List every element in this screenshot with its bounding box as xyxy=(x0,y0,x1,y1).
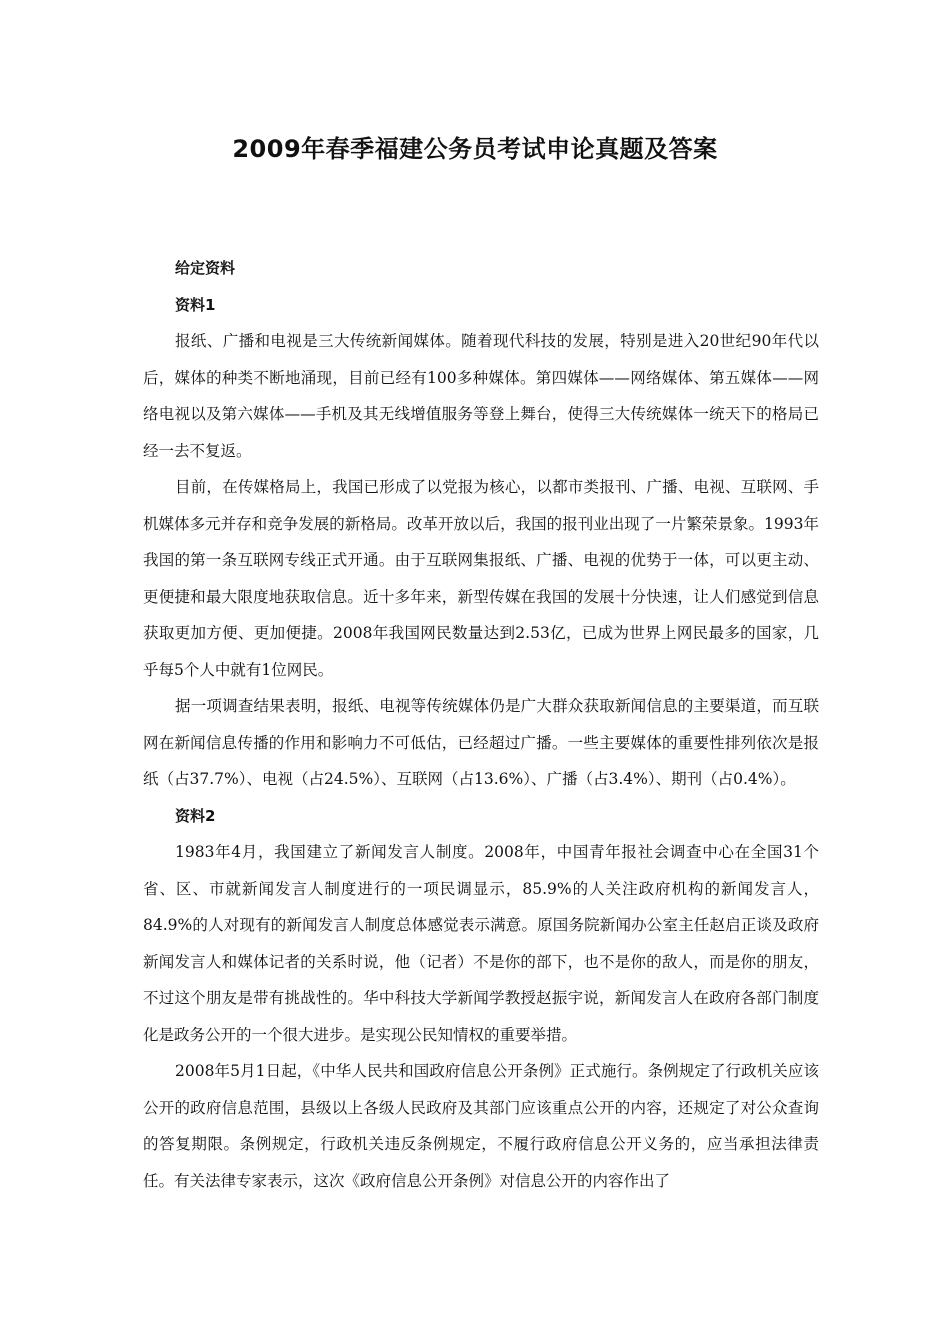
material1-paragraph-3: 据一项调查结果表明，报纸、电视等传统媒体仍是广大群众获取新闻信息的主要渠道，而互联网在新闻信息传播的作用和影响力不可低估，已经超过广播。一些主要媒体的重要性排列依次是报纸（占37.7%）、电视（占24.5%）、互联网（占13.6%）、广播（占3.4%）、期刊（占0.4%）。 xyxy=(143,697,819,788)
material1-paragraph-2: 目前，在传媒格局上，我国已形成了以党报为核心，以都市类报刊、广播、电视、互联网、手机媒体多元并存和竞争发展的新格局。改革开放以后，我国的报刊业出现了一片繁荣景象。1993年我国的第一条互联网专线正式开通。由于互联网集报纸、广播、电视的优势于一体，可以更主动、更便捷和最大限度地获取信息。近十多年来，新型传媒在我国的发展十分快速，让人们感觉到信息获取更加方便、更加便捷。2008年我国网民数量达到2.53亿，已成为世界上网民最多的国家，几乎每5个人中就有1位网民。 xyxy=(143,478,819,679)
section-heading: 给定资料 xyxy=(175,259,236,277)
material2-paragraph-2: 2008年5月1日起，《中华人民共和国政府信息公开条例》正式施行。条例规定了行政机关应该公开的政府信息范围，县级以上各级人民政府及其部门应该重点公开的内容，还规定了对公众查询的答复期限。条例规定，行政机关违反条例规定，不履行政府信息公开义务的，应当承担法律责任。有关法律专家表示，这次《政府信息公开条例》对信息公开的内容作出了 xyxy=(143,1062,819,1190)
document-body xyxy=(143,250,819,1199)
material2-paragraph-1: 1983年4月，我国建立了新闻发言人制度。2008年，中国青年报社会调查中心在全国31个省、区、市就新闻发言人制度进行的一项民调显示，85.9%的人关注政府机构的新闻发言人，84.9%的人对现有的新闻发言人制度总体感觉表示满意。原国务院新闻办公室主任赵启正谈及政府新闻发言人和媒体记者的关系时说，他（记者）不是你的部下，也不是你的敌人，而是你的朋友，不过这个朋友是带有挑战性的。华中科技大学新闻学教授赵振宇说，新闻发言人在政府各部门制度化是政务公开的一个很大进步。是实现公民知情权的重要举措。 xyxy=(143,843,819,1044)
material1-heading: 资料1 xyxy=(175,295,216,314)
material1-paragraph-1: 报纸、广播和电视是三大传统新闻媒体。随着现代科技的发展，特别是进入20世纪90年代以后，媒体的种类不断地涌现，目前已经有100多种媒体。第四媒体——网络媒体、第五媒体——网络电视以及第六媒体——手机及其无线增值服务等登上舞台，使得三大传统媒体一统天下的格局已经一去不复返。 xyxy=(143,332,819,460)
document-title: 2009年春季福建公务员考试申论真题及答案 xyxy=(232,135,718,163)
material2-heading: 资料2 xyxy=(175,806,216,825)
